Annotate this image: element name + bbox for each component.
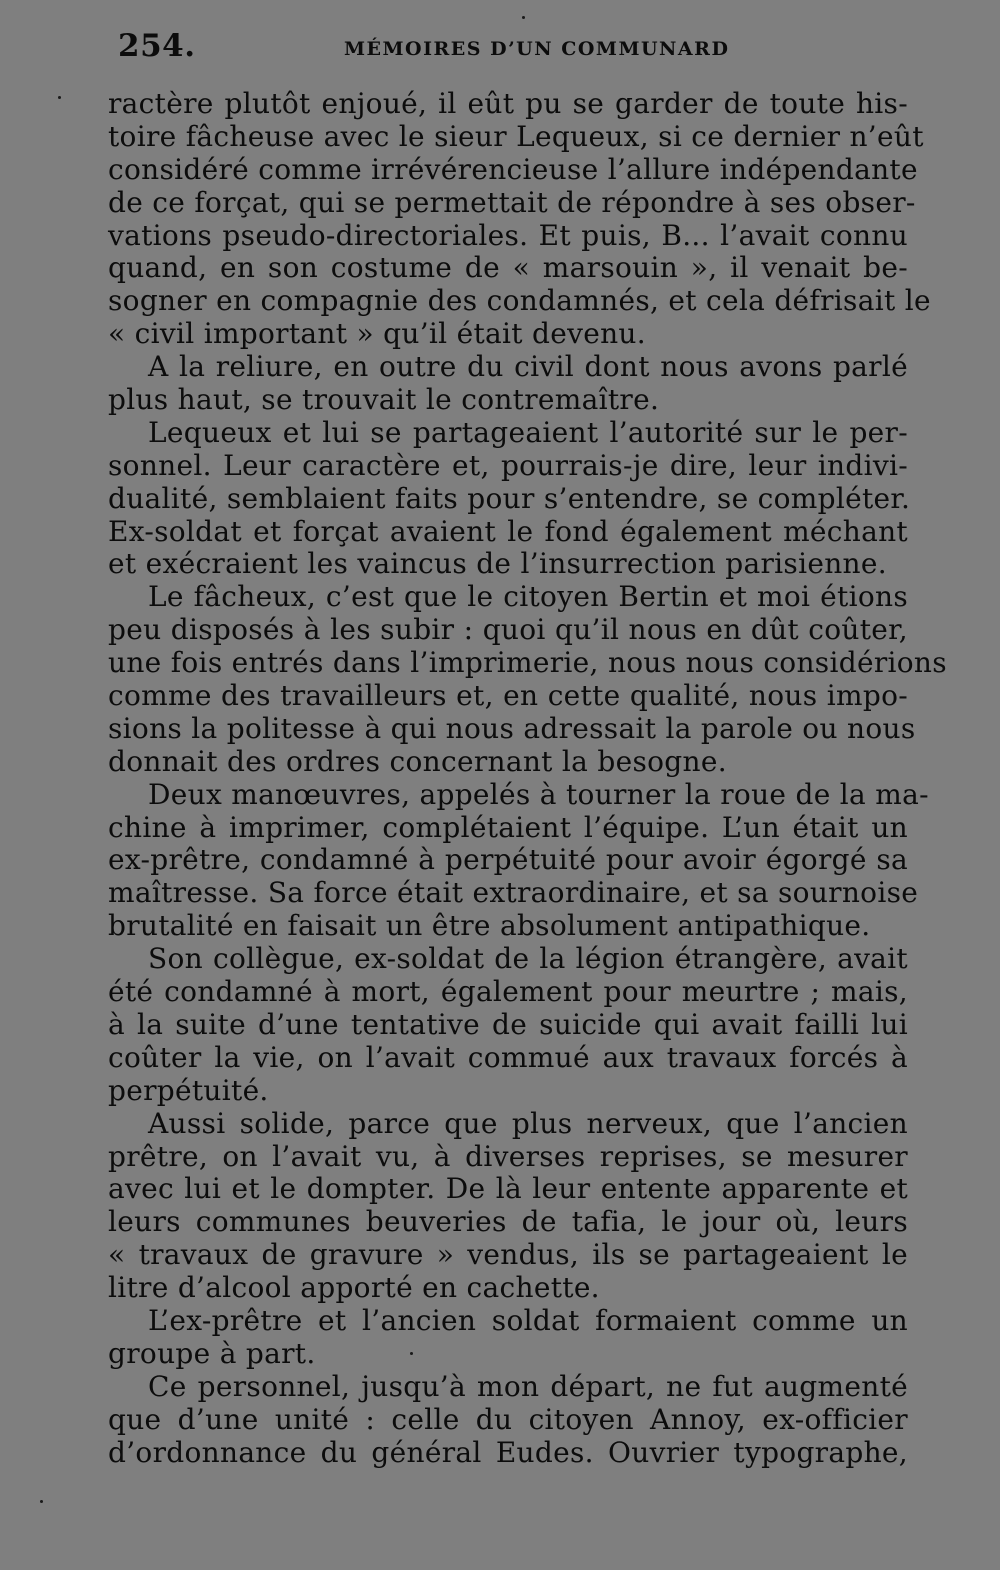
- text-line: prêtre, on l’avait vu, à diverses reprises, se mesurer: [108, 1139, 908, 1173]
- text-line: une fois entrés dans l’imprimerie, nous nous considérions: [108, 646, 947, 680]
- text-line: plus haut, se trouvait le contremaître.: [108, 383, 660, 417]
- text-line: considéré comme irrévérencieuse l’allure indépendante: [108, 152, 918, 186]
- text-line: A la reliure, en outre du civil dont nous avons parlé: [148, 350, 908, 384]
- text-line: chine à imprimer, complétaient l’équipe. L’un était un: [108, 810, 908, 844]
- text-line: à la suite d’une tentative de suicide qui avait failli lui: [108, 1007, 908, 1041]
- text-line: de ce forçat, qui se permettait de répondre à ses obser-: [108, 185, 916, 219]
- text-line: donnait des ordres concernant la besogne.: [108, 744, 727, 778]
- text-line: « travaux de gravure » vendus, ils se partageaient le: [108, 1238, 908, 1272]
- scan-speck: [40, 1500, 43, 1503]
- text-line: d’ordonnance du général Eudes. Ouvrier typographe,: [108, 1435, 908, 1469]
- text-line: sonnel. Leur caractère et, pourrais-je dire, leur indivi-: [108, 448, 908, 482]
- text-line: vations pseudo-directoriales. Et puis, B... l’avait connu: [108, 218, 908, 252]
- scan-speck: [522, 16, 525, 19]
- text-line: toire fâcheuse avec le sieur Lequeux, si ce dernier n’eût: [108, 119, 924, 153]
- text-line: et exécraient les vaincus de l’insurrection parisienne.: [108, 547, 887, 581]
- text-line: « civil important » qu’il était devenu.: [108, 317, 646, 351]
- text-line: maîtresse. Sa force était extraordinaire, et sa sournoise: [108, 876, 919, 910]
- text-line: Son collègue, ex-soldat de la légion étrangère, avait: [148, 942, 908, 976]
- text-line: brutalité en faisait un être absolument antipathique.: [108, 909, 871, 943]
- text-line: ex-prêtre, condamné à perpétuité pour avoir égorgé sa: [108, 843, 908, 877]
- body-text: [108, 87, 947, 1469]
- text-line: litre d’alcool apporté en cachette.: [108, 1271, 600, 1305]
- text-line: Deux manœuvres, appelés à tourner la roue de la ma-: [148, 777, 929, 811]
- text-line: sions la politesse à qui nous adressait la parole ou nous: [108, 711, 916, 745]
- running-title: MÉMOIRES D’UN COMMUNARD: [344, 38, 730, 60]
- text-line: peu disposés à les subir : quoi qu’il nous en dût coûter,: [108, 613, 908, 647]
- page-number: 254.: [118, 28, 196, 64]
- text-line: groupe à part.: [108, 1336, 316, 1370]
- text-line: Ce personnel, jusqu’à mon départ, ne fut augmenté: [148, 1369, 908, 1403]
- scan-speck: [410, 1352, 413, 1355]
- text-line: dualité, semblaient faits pour s’entendre, se compléter.: [108, 481, 911, 515]
- scan-speck: [58, 96, 61, 99]
- text-line: quand, en son costume de « marsouin », il venait be-: [108, 251, 908, 285]
- text-line: coûter la vie, on l’avait commué aux travaux forcés à: [108, 1040, 908, 1074]
- text-line: perpétuité.: [108, 1073, 269, 1107]
- text-line: L’ex-prêtre et l’ancien soldat formaient comme un: [148, 1303, 908, 1337]
- text-line: avec lui et le dompter. De là leur entente apparente et: [108, 1172, 908, 1206]
- running-header: [112, 28, 902, 68]
- text-line: Lequeux et lui se partageaient l’autorité sur le per-: [148, 415, 908, 449]
- text-line: leurs communes beuveries de tafia, le jour où, leurs: [108, 1205, 908, 1239]
- text-line: été condamné à mort, également pour meurtre ; mais,: [108, 975, 908, 1009]
- text-line: Aussi solide, parce que plus nerveux, que l’ancien: [148, 1106, 908, 1140]
- text-line: ractère plutôt enjoué, il eût pu se garder de toute his-: [108, 87, 908, 120]
- text-line: comme des travailleurs et, en cette qualité, nous impo-: [108, 679, 908, 713]
- text-line: sogner en compagnie des condamnés, et cela défrisait le: [108, 284, 931, 318]
- text-line: Le fâcheux, c’est que le citoyen Bertin et moi étions: [148, 580, 908, 614]
- text-line: Ex-soldat et forçat avaient le fond également méchant: [108, 514, 908, 548]
- text-line: que d’une unité : celle du citoyen Annoy, ex-officier: [108, 1402, 908, 1436]
